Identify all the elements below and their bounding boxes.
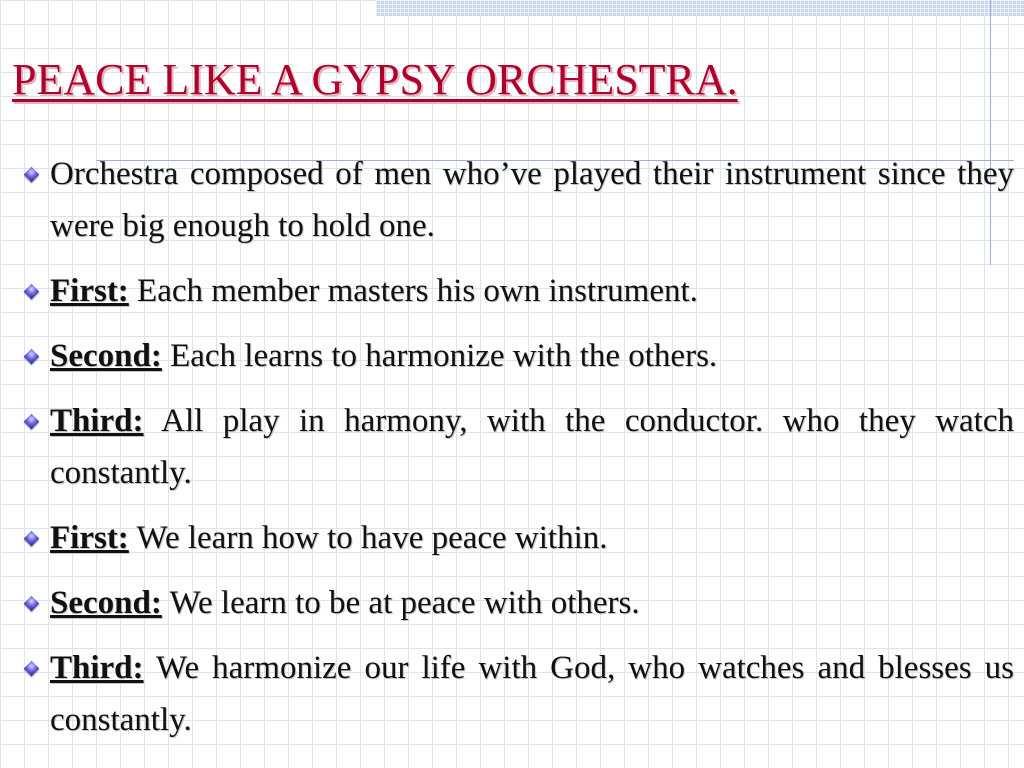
bullet-item-second-peace-others [20, 577, 1014, 629]
bullet-text: Orchestra composed of men who’ve played their instrument since they were big enough to hold one. [50, 156, 1014, 244]
slide-title: PEACE LIKE A GYPSY ORCHESTRA. [12, 55, 738, 104]
bullet-text: Each learns to harmonize with the others. [161, 338, 718, 374]
bullet-item-first-instrument [20, 265, 1014, 317]
bullet-item-first-peace-within [20, 512, 1014, 564]
bullet-item-third-conductor [20, 395, 1014, 499]
diamond-bullet-icon [24, 167, 40, 183]
bullet-label: Third: [50, 650, 144, 686]
diamond-bullet-icon [24, 596, 40, 612]
bullet-list [20, 148, 1014, 759]
diamond-bullet-icon [24, 661, 40, 677]
bullet-text: We learn to be at peace with others. [161, 585, 640, 621]
diamond-bullet-icon [24, 349, 40, 365]
bullet-item-third-god [20, 642, 1014, 746]
bullet-label: First: [50, 273, 129, 309]
bullet-item-second-harmonize [20, 330, 1014, 382]
bullet-text: Each member masters his own instrument. [128, 273, 698, 309]
top-decorative-band [376, 0, 1024, 16]
bullet-text: We learn how to have peace within. [128, 520, 608, 556]
bullet-label: First: [50, 520, 129, 556]
bullet-item-orchestra [20, 148, 1014, 252]
diamond-bullet-icon [24, 531, 40, 547]
bullet-label: Second: [50, 338, 162, 374]
bullet-label: Third: [50, 403, 144, 439]
bullet-text: We harmonize our life with God, who watches and blesses us constantly. [50, 650, 1014, 738]
bullet-text: All play in harmony, with the conductor. who they watch constantly. [50, 403, 1014, 491]
bullet-label: Second: [50, 585, 162, 621]
diamond-bullet-icon [24, 284, 40, 300]
diamond-bullet-icon [24, 414, 40, 430]
